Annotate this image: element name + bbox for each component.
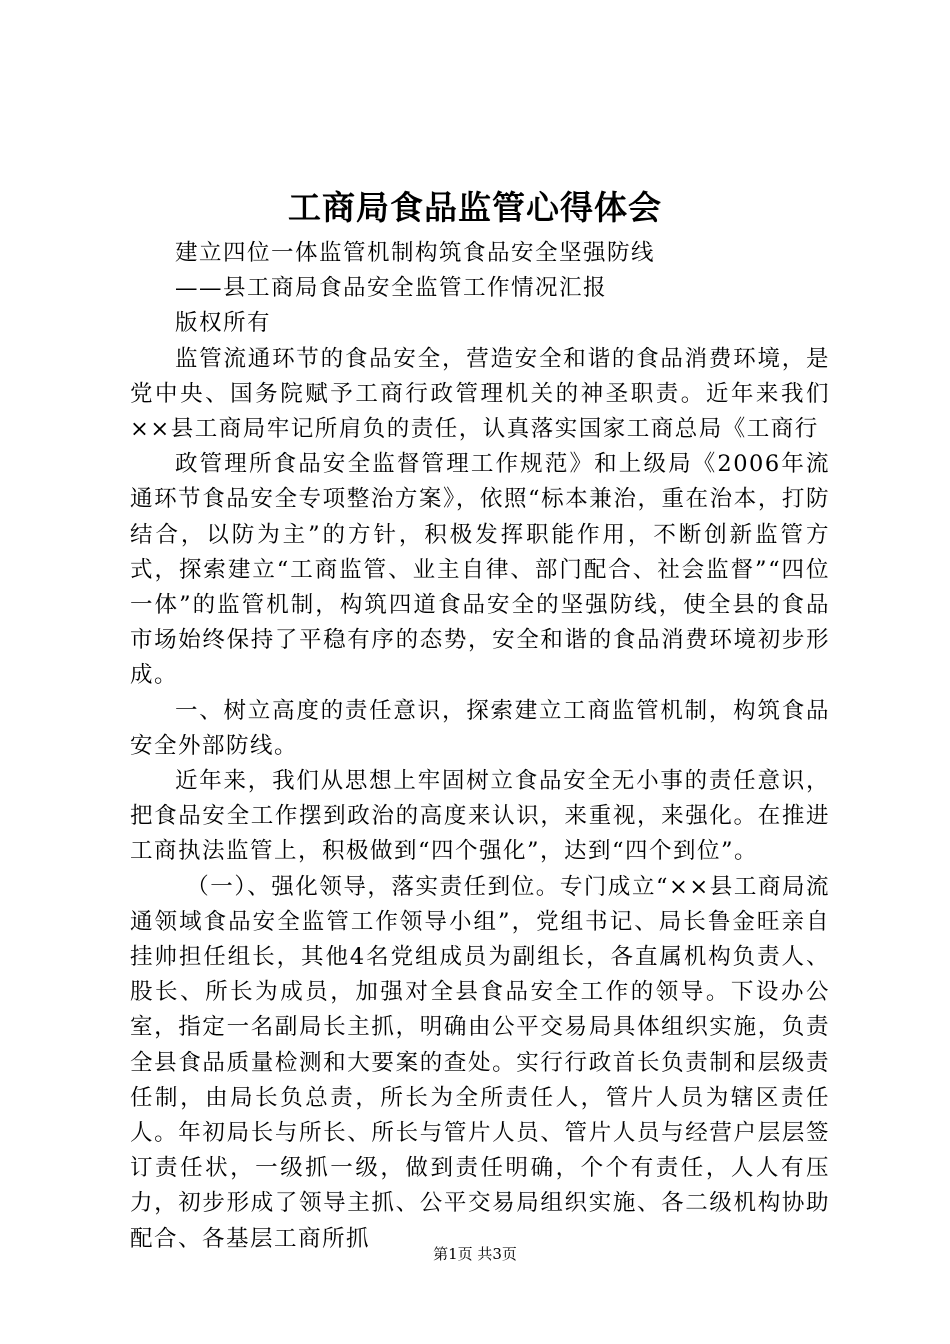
subtitle-report-line: ——县工商局食品安全监管工作情况汇报 xyxy=(175,275,608,302)
body-paragraph: 近年来，我们从思想上牢固树立食品安全无小事的责任意识，把食品安全工作摆到政治的高度来认识，来重视，来强化。在推进工商执法监管上，积极做到“四个强化”，达到“四个到位”。 xyxy=(130,768,830,865)
subtitle-line: 建立四位一体监管机制构筑食品安全坚强防线 xyxy=(175,240,656,266)
section-heading: 一、树立高度的责任意识，探索建立工商监管机制，构筑食品安全外部防线。 xyxy=(130,697,830,759)
body-paragraph: 政管理所食品安全监督管理工作规范》和上级局《2006年流通环节食品安全专项整治方案》，依照“标本兼治，重在治本，打防结合，以防为主”的方针，积极发挥职能作用，不断创新监管方式，探索建立“工商监管、业主自律、部门配合、社会监督”“四位一体”的监管机制，构筑四道食品安全的坚强防线，使全县的食品市场始终保持了平稳有序的态势，安全和谐的食品消费环境初步形成。 xyxy=(130,451,830,689)
body-paragraph: （一）、强化领导，落实责任到位。专门成立“××县工商局流通领域食品安全监管工作领导小组”，党组书记、局长鲁金旺亲自挂帅担任组长，其他4名党组成员为副组长，各直属机构负责人、股长、所长为成员，加强对全县食品安全工作的领导。下设办公室，指定一名副局长主抓，明确由公平交易局具体组织实施，负责全县食品质量检测和大要案的查处。实行行政首长负责制和层级责任制，由局长负总责，所长为全所责任人，管片人员为辖区责任人。年初局长与所长、所长与管片人员、管片人员与经营户层层签订责任状，一级抓一级，做到责任明确，个个有责任，人人有压力，初步形成了领导主抓、公平交易局组织实施、各二级机构协助配合、各基层工商所抓 xyxy=(130,873,830,1252)
page-footer: 第1页 共3页 xyxy=(433,1245,517,1263)
document-body xyxy=(130,236,830,1257)
body-paragraph: 监管流通环节的食品安全，营造安全和谐的食品消费环境，是党中央、国务院赋予工商行政管理机关的神圣职责。近年来我们××县工商局牢记所肩负的责任，认真落实国家工商总局《工商行 xyxy=(130,345,830,443)
document-title: 工商局食品监管心得体会 xyxy=(288,188,662,227)
copyright-line: 版权所有 xyxy=(175,310,272,337)
